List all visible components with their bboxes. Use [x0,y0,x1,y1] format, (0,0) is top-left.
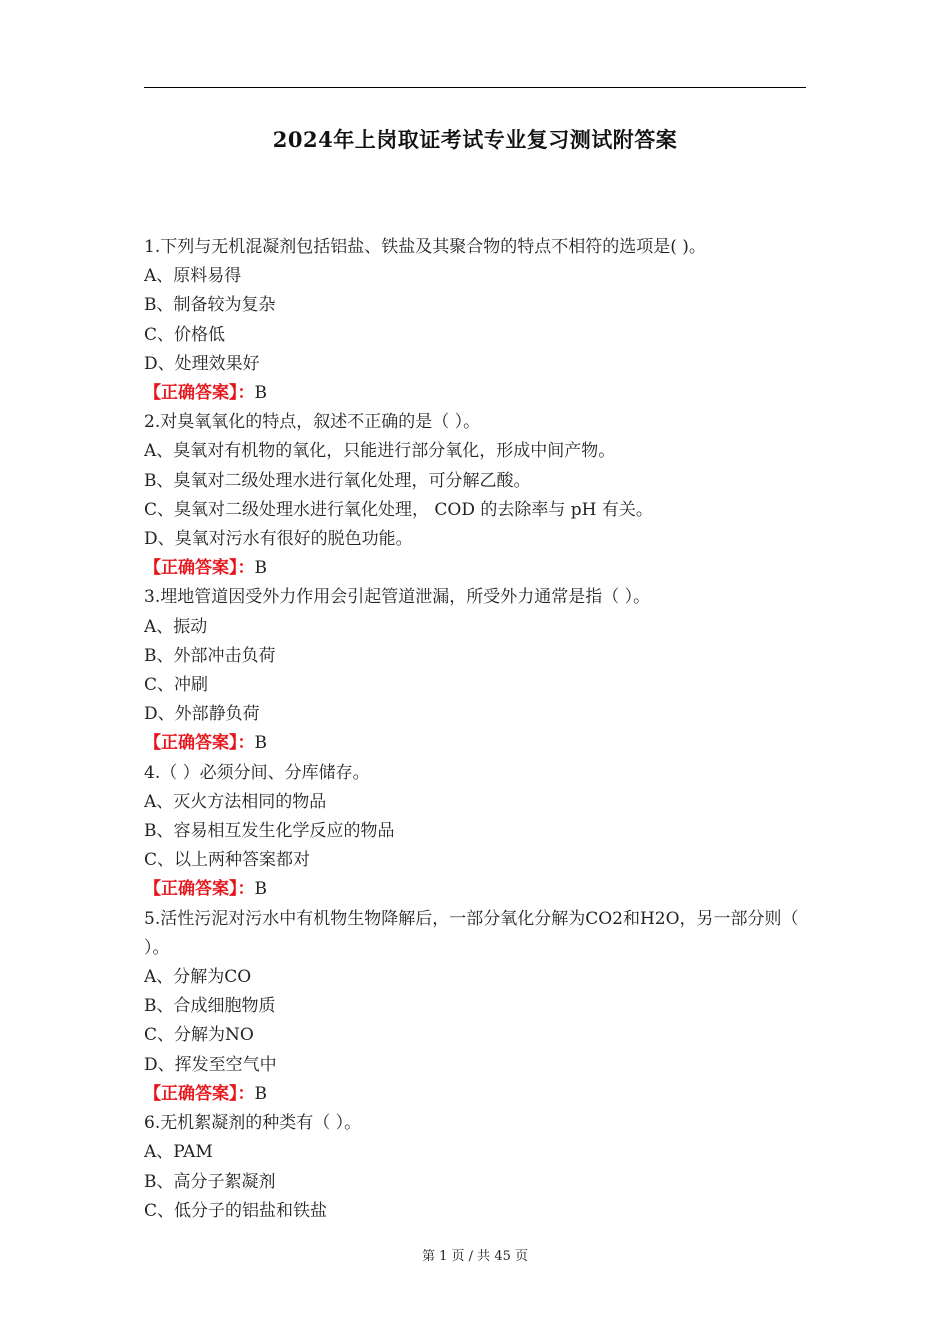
option-a: A、原料易得 [144,266,242,287]
answer-label: 【正确答案】： [144,733,255,754]
answer-label: 【正确答案】： [144,383,255,404]
option-c: C、以上两种答案都对 [144,850,311,871]
answer-row [144,554,812,583]
answer-value: B [254,383,267,404]
question-stem: 2.对臭氧氧化的特点，叙述不正确的是（ ）。 [144,412,481,433]
option-c: C、低分子的铝盐和铁盐 [144,1200,328,1221]
question-3 [144,583,812,758]
document-title: 2024年上岗取证考试专业复习测试附答案 [272,127,678,152]
option-d: D、臭氧对污水有很好的脱色功能。 [144,529,413,550]
option-d: D、挥发至空气中 [144,1054,277,1075]
answer-row [144,379,812,408]
question-1 [144,233,812,408]
option-b: B、合成细胞物质 [144,996,276,1017]
answer-value: B [254,558,267,579]
answer-label: 【正确答案】： [144,879,255,900]
answer-value: B [254,1083,267,1104]
answer-row [144,875,812,904]
question-stem: 4.（ ）必须分间、分库储存。 [144,762,370,783]
option-a: A、臭氧对有机物的氧化，只能进行部分氧化，形成中间产物。 [144,441,616,462]
answer-value: B [254,879,267,900]
question-4 [144,759,812,905]
option-b: B、制备较为复杂 [144,295,276,316]
answer-row [144,1080,812,1109]
question-list [144,233,812,1226]
option-b: B、容易相互发生化学反应的物品 [144,821,395,842]
option-c: C、分解为NO [144,1025,254,1046]
option-d: D、处理效果好 [144,353,260,374]
page-footer: 第 1 页 / 共 45 页 [422,1249,528,1264]
option-b: B、臭氧对二级处理水进行氧化处理，可分解乙酸。 [144,470,531,491]
question-stem: 1.下列与无机混凝剂包括铝盐、铁盐及其聚合物的特点不相符的选项是( )。 [144,237,706,257]
option-c: C、价格低 [144,324,226,345]
answer-label: 【正确答案】： [144,1083,255,1104]
question-stem: 6.无机絮凝剂的种类有（ ）。 [144,1113,362,1134]
question-stem: 3.埋地管道因受外力作用会引起管道泄漏，所受外力通常是指（ ）。 [144,587,651,608]
question-2 [144,408,812,583]
option-c: C、冲刷 [144,675,209,696]
question-5 [144,905,812,1109]
question-stem: 5.活性污泥对污水中有机物生物降解后，一部分氧化分解为CO2和H2O，另一部分则（ ）。 [144,908,799,958]
answer-label: 【正确答案】： [144,558,255,579]
option-c: C、臭氧对二级处理水进行氧化处理， COD 的去除率与 pH 有关。 [144,499,653,520]
option-a: A、分解为CO [144,967,252,988]
option-d: D、外部静负荷 [144,704,260,725]
option-a: A、振动 [144,616,208,637]
option-a: A、灭火方法相同的物品 [144,791,327,812]
answer-value: B [254,733,267,754]
option-a: A、PAM [144,1142,213,1163]
option-b: B、外部冲击负荷 [144,645,276,666]
header-rule [144,87,806,88]
question-6 [144,1109,812,1226]
answer-row [144,729,812,758]
option-b: B、高分子絮凝剂 [144,1171,276,1192]
